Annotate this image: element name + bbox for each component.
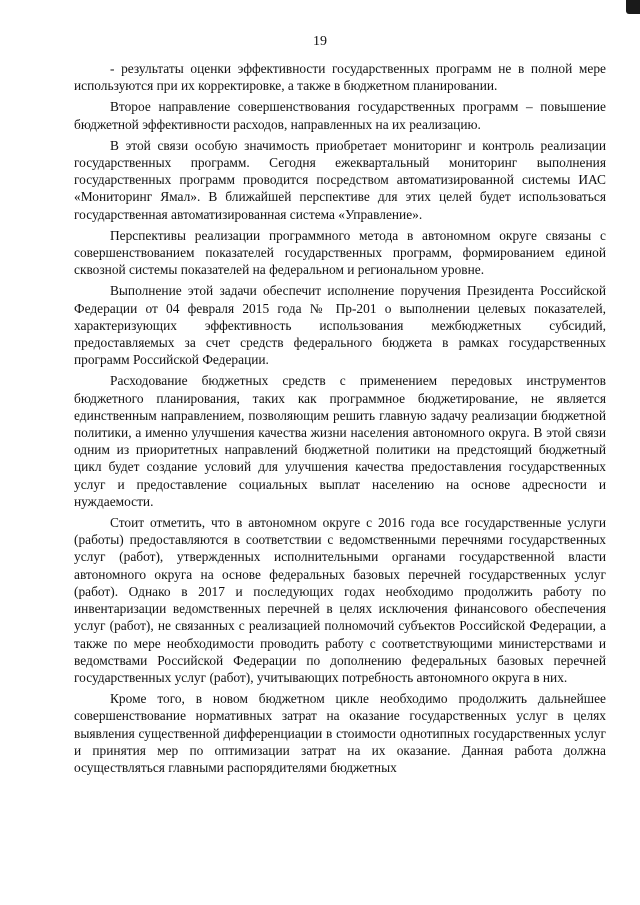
paragraph-5: Выполнение этой задачи обеспечит исполнение поручения Президента Российской Федерации от 04 февраля 2015 года № Пр-201 о выполнении целевых показателей, характеризующих эффективность использования межбюджетных субсидий, предоставляемых за счет средств федерального бюджета в рамках государственных программ Российской Федерации. [74,283,606,368]
paragraph-6: Расходование бюджетных средств с применением передовых инструментов бюджетного планирования, таких как программное бюджетирование, не является единственным направлением, позволяющим решить главную задачу реализации бюджетной политики, а именно улучшения качества жизни населения автономного округа. В этой связи одним из приоритетных направлений бюджетной политики на предстоящий бюджетный цикл будет создание условий для улучшения качества предоставления государственных услуг и предоставление социальных выплат населению на основе адресности и нуждаемости. [74,373,606,509]
paragraph-8: Кроме того, в новом бюджетном цикле необходимо продолжить дальнейшее совершенствование нормативных затрат на оказание государственных услуг в целях выявления существенной дифференциации в стоимости однотипных государственных услуг и принятия мер по оптимизации затрат на их оказание. Данная работа должна осуществляться главными распорядителями бюджетных [74,691,606,775]
paragraph-1: - результаты оценки эффективности государственных программ не в полной мере используются при их корректировке, а также в бюджетном планировании. [74,61,606,94]
paragraph-7: Стоит отметить, что в автономном округе с 2016 года все государственные услуги (работы) предоставляются в соответствии с ведомственными перечнями государственных услуг (работ), утвержденных исполнительными органами государственной власти автономного округа на основе федеральных базовых перечней государственных услуг (работ). Однако в 2017 и последующих годах необходимо продолжить работу по инвентаризации ведомственных перечней в целях исключения финансового обеспечения услуг (работ), не связанных с реализацией полномочий субъектов Российской Федерации, а также по мере необходимости проводить работу с соответствующими министерствами и ведомствами Российской Федерации по дополнению федеральных базовых перечней государственных услуг (работ), учитывающих потребность автономного округа в них. [74,515,606,685]
paragraph-2: Второе направление совершенствования государственных программ – повышение бюджетной эффективности расходов, направленных на их реализацию. [74,99,606,132]
scan-corner-mark [626,0,640,14]
paragraph-4: Перспективы реализации программного метода в автономном округе связаны с совершенствованием показателей государственных программ, формированием единой сквозной системы показателей на федеральном и региональном уровне. [74,227,606,278]
page-number: 19 [313,34,327,49]
paragraph-3: В этой связи особую значимость приобретает мониторинг и контроль реализации государственных программ. Сегодня ежеквартальный мониторинг выполнения государственных программ проводится посредством автоматизированной системы ИАС «Мониторинг Ямал». В ближайшей перспективе для этих целей будет использоваться государственная автоматизированная система «Управление». [74,137,606,222]
document-body [74,60,606,780]
